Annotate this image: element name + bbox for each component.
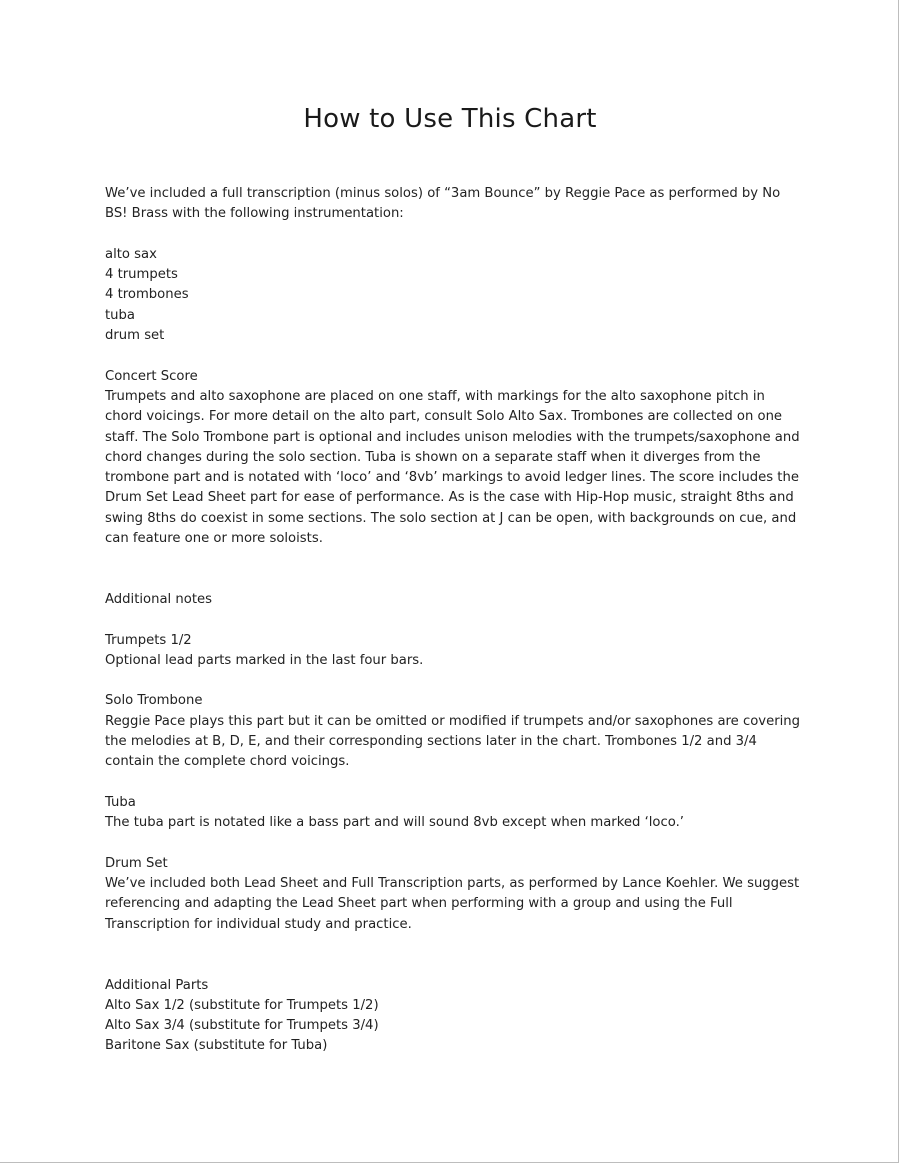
- solo-trombone-section: [105, 691, 805, 772]
- section-heading: Trumpets 1/2: [105, 632, 192, 648]
- section-heading: Additional Parts: [105, 977, 209, 993]
- additional-notes-heading: Additional notes: [105, 591, 212, 607]
- instrumentation-list: [105, 245, 805, 346]
- tuba-section: [105, 793, 805, 834]
- section-body: We’ve included both Lead Sheet and Full Transcription parts, as performed by Lance Koehler. We suggest referencing and adapting the Lead Sheet part when performing with a group and using the Full Transcription for individual study and practice.: [105, 876, 800, 932]
- page-title: How to Use This Chart: [303, 104, 597, 134]
- concert-score-section: [105, 367, 805, 550]
- intro-paragraph: We’ve included a full transcription (minus solos) of “3am Bounce” by Reggie Pace as performed by No BS! Brass with the following instrumentation:: [105, 186, 781, 222]
- section-body: The tuba part is notated like a bass part and will sound 8vb except when marked ‘loco.’: [105, 815, 684, 831]
- list-item: Alto Sax 1/2 (substitute for Trumpets 1/2): [105, 997, 379, 1013]
- trumpets-section: [105, 631, 805, 672]
- section-body: Optional lead parts marked in the last four bars.: [105, 652, 424, 668]
- list-item: alto sax: [105, 246, 157, 262]
- section-heading: Concert Score: [105, 368, 198, 384]
- section-body: Trumpets and alto saxophone are placed on one staff, with markings for the alto saxophone pitch in chord voicings. For more detail on the alto part, consult Solo Alto Sax. Trombones are collected on one staff. The Solo Trombone part is optional and includes unison melodies with the trumpets/saxophone and chord changes during the solo section. Tuba is shown on a separate staff when it diverges from the trombone part and is notated with ‘loco’ and ‘8vb’ markings to avoid ledger lines. The score includes the Drum Set Lead Sheet part for ease of performance. As is the case with Hip-Hop music, straight 8ths and swing 8ths do coexist in some sections. The solo section at J can be open, with backgrounds on cue, and can feature one or more soloists.: [105, 388, 800, 547]
- section-body: Reggie Pace plays this part but it can be omitted or modified if trumpets and/or saxophones are covering the melodies at B, D, E, and their corresponding sections later in the chart. Trombones 1/2 and 3/4 contain the complete chord voicings.: [105, 713, 801, 770]
- section-heading: Solo Trombone: [105, 693, 203, 709]
- list-item: 4 trumpets: [105, 267, 178, 283]
- drum-set-section: [105, 854, 805, 935]
- section-heading: Drum Set: [105, 855, 168, 871]
- list-item: 4 trombones: [105, 287, 189, 303]
- list-item: Baritone Sax (substitute for Tuba): [105, 1038, 328, 1054]
- document-body: [105, 184, 805, 1057]
- list-item: drum set: [105, 328, 165, 344]
- section-heading: Tuba: [105, 794, 136, 810]
- additional-parts-section: [105, 976, 805, 1057]
- list-item: tuba: [105, 307, 135, 323]
- list-item: Alto Sax 3/4 (substitute for Trumpets 3/4): [105, 1018, 379, 1034]
